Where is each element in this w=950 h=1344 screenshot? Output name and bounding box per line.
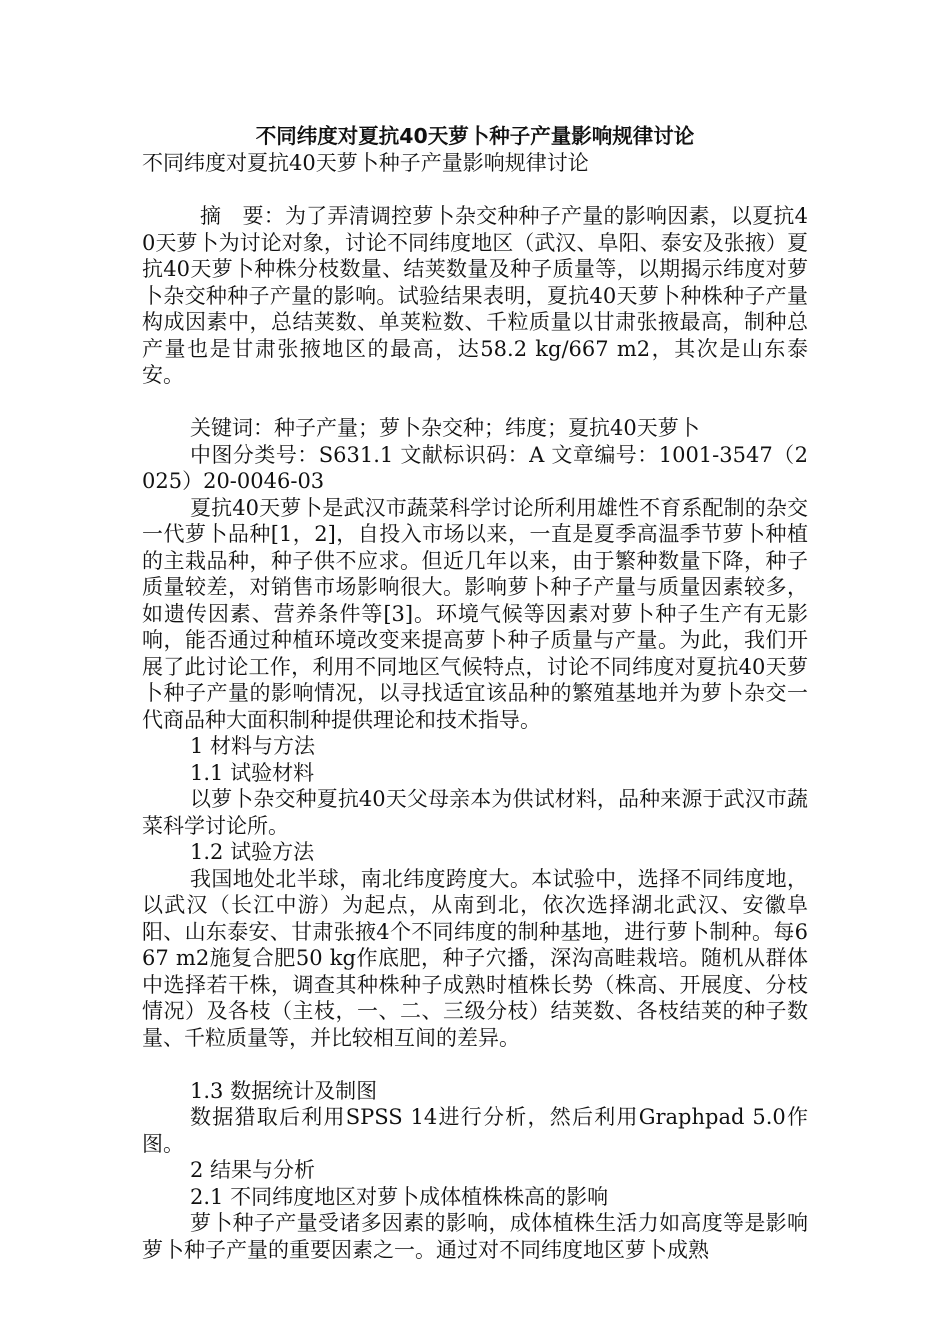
intro-paragraph: 夏抗40天萝卜是武汉市蔬菜科学讨论所利用雄性不育系配制的杂交一代萝卜品种[1，2]，自投入市场以来，一直是夏季高温季节萝卜种植的主栽品种，种子供不应求。但近几年以来，由于繁种数量下降，种子质量较差，对销售市场影响很大。影响萝卜种子产量与质量因素较多，如遗传因素、营养条件等[3]。环境气候等因素对萝卜种子生产有无影响，能否通过种植环境改变来提高萝卜种子质量与产量。为此，我们开展了此讨论工作，利用不同地区气候特点，讨论不同纬度对夏抗40天萝卜种子产量的影响情况，以寻找适宜该品种的繁殖基地并为萝卜杂交一代商品种大面积制种提供理论和技术指导。 xyxy=(142,495,808,732)
materials-paragraph: 以萝卜杂交种夏抗40天父母亲本为供试材料，品种来源于武汉市蔬菜科学讨论所。 xyxy=(142,787,808,838)
results-paragraph: 萝卜种子产量受诸多因素的影响，成体植株生活力如高度等是影响萝卜种子产量的重要因素之一。通过对不同纬度地区萝卜成熟 xyxy=(142,1211,808,1262)
statistics-paragraph: 数据猎取后利用SPSS 14进行分析，然后利用Graphpad 5.0作图。 xyxy=(142,1105,808,1156)
keywords-line: 关键词：种子产量；萝卜杂交种；纬度；夏抗40天萝卜 xyxy=(190,416,700,440)
subsection-heading-1-2: 1.2 试验方法 xyxy=(190,840,315,864)
classification-line: 中图分类号：S631.1 文献标识码：A 文章编号：1001-3547（2025）20-0046-03 xyxy=(142,442,808,493)
document-subtitle: 不同纬度对夏抗40天萝卜种子产量影响规律讨论 xyxy=(142,151,589,175)
spacer xyxy=(142,177,808,204)
section-heading-2: 2 结果与分析 xyxy=(190,1158,316,1182)
spacer xyxy=(142,1051,808,1078)
subsection-heading-2-1: 2.1 不同纬度地区对萝卜成体植株株高的影响 xyxy=(190,1184,609,1209)
document-title: 不同纬度对夏抗40天萝卜种子产量影响规律讨论 xyxy=(255,124,695,148)
subsection-heading-1-1: 1.1 试验材料 xyxy=(190,760,315,785)
spacer xyxy=(142,389,808,416)
abstract-paragraph: 摘 要：为了弄清调控萝卜杂交种种子产量的影响因素，以夏抗40天萝卜为讨论对象，讨论不同纬度地区（武汉、阜阳、泰安及张掖）夏抗40天萝卜种株分枝数量、结荚数量及种子质量等，以期揭示纬度对萝卜杂交种种子产量的影响。试验结果表明，夏抗40天萝卜种株种子产量构成因素中，总结荚数、单荚粒数、千粒质量以甘肃张掖最高，制种总产量也是甘肃张掖地区的最高，达58.2 kg/667 m2，其次是山东泰安。 xyxy=(142,204,808,387)
subsection-heading-1-3: 1.3 数据统计及制图 xyxy=(190,1078,378,1103)
section-heading-1: 1 材料与方法 xyxy=(190,734,316,758)
methods-paragraph: 我国地处北半球，南北纬度跨度大。本试验中，选择不同纬度地，以武汉（长江中游）为起点，从南到北，依次选择湖北武汉、安徽阜阳、山东泰安、甘肃张掖4个不同纬度的制种基地，进行萝卜制种。每667 m2施复合肥50 kg作底肥，种子穴播，深沟高畦栽培。随机从群体中选择若干株，调查其种株种子成熟时植株长势（株高、开展度、分枝情况）及各枝（主枝，一、二、三级分枝）结荚数、各枝结荚的种子数量、千粒质量等，并比较相互间的差异。 xyxy=(142,866,808,1050)
